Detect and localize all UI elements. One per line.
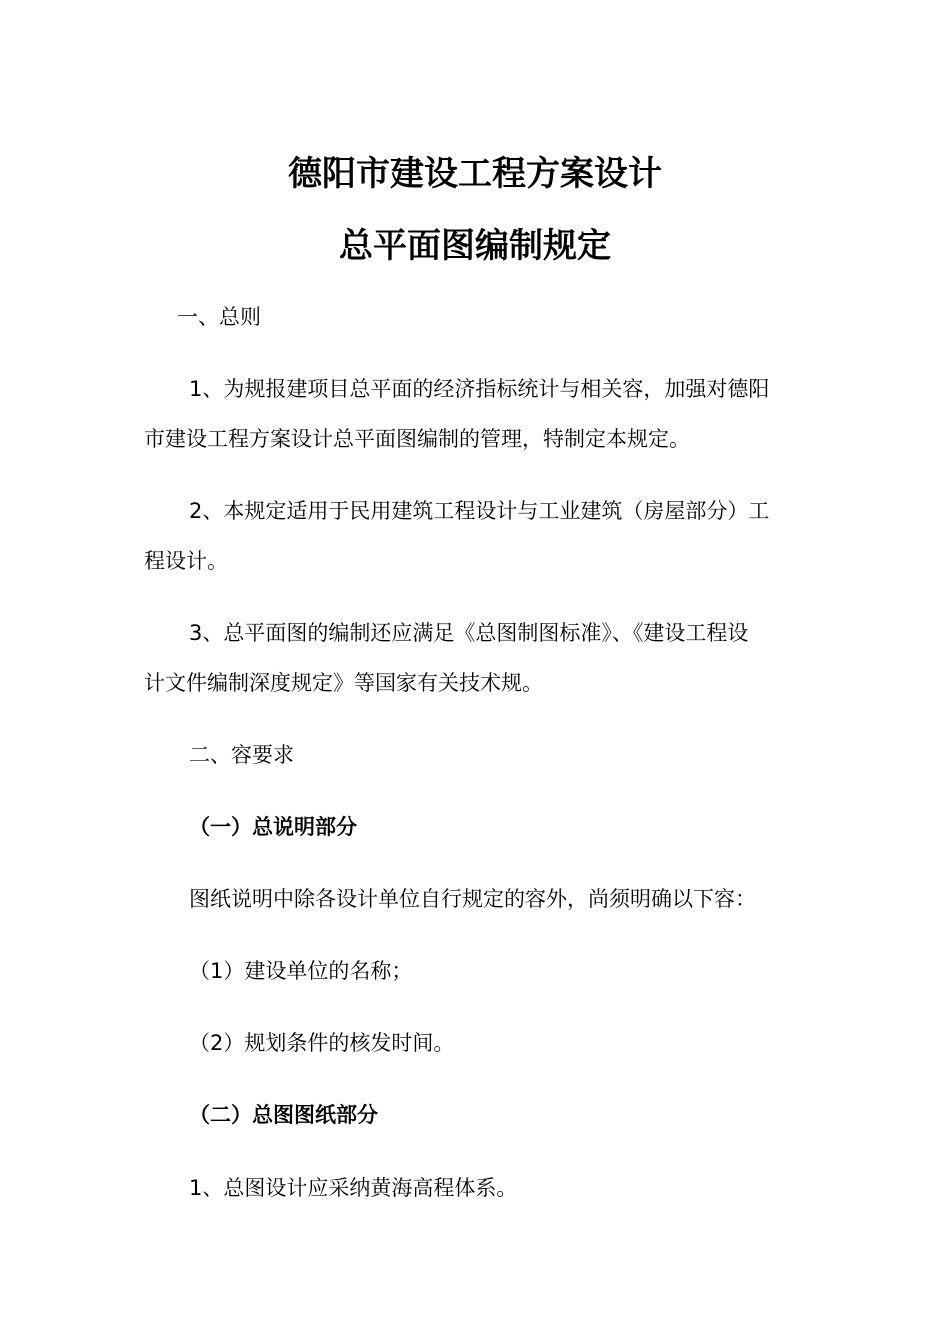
- paragraph-1-line-1: 1、为规报建项目总平面的经济指标统计与相关容，加强对德阳: [189, 377, 770, 401]
- subsection-2-item-1: 1、总图设计应采纳黄海高程体系。: [189, 1176, 518, 1200]
- paragraph-2-line-1: 2、本规定适用于民用建筑工程设计与工业建筑（房屋部分）工: [189, 499, 770, 523]
- subsection-1-item-1: （1）建设单位的名称；: [189, 959, 413, 983]
- paragraph-2-line-2: 程设计。: [144, 549, 228, 573]
- subsection-2-heading: （二）总图图纸部分: [189, 1103, 378, 1127]
- paragraph-1-line-2: 市建设工程方案设计总平面图编制的管理，特制定本规定。: [144, 427, 690, 451]
- document-title-line-2: 总平面图编制规定: [339, 226, 611, 266]
- section-2-heading: 二、容要求: [189, 743, 294, 767]
- section-1-heading: 一、总则: [177, 305, 261, 329]
- subsection-1-item-2: （2）规划条件的核发时间。: [189, 1031, 455, 1055]
- paragraph-3-line-1: 3、总平面图的编制还应满足《总图制图标准》、《建设工程设: [189, 621, 749, 645]
- document-title-line-1: 德阳市建设工程方案设计: [288, 154, 662, 194]
- subsection-1-intro: 图纸说明中除各设计单位自行规定的容外，尚须明确以下容：: [189, 887, 756, 911]
- subsection-1-heading: （一）总说明部分: [189, 815, 357, 839]
- paragraph-3-line-2: 计文件编制深度规定》等国家有关技术规。: [144, 671, 543, 695]
